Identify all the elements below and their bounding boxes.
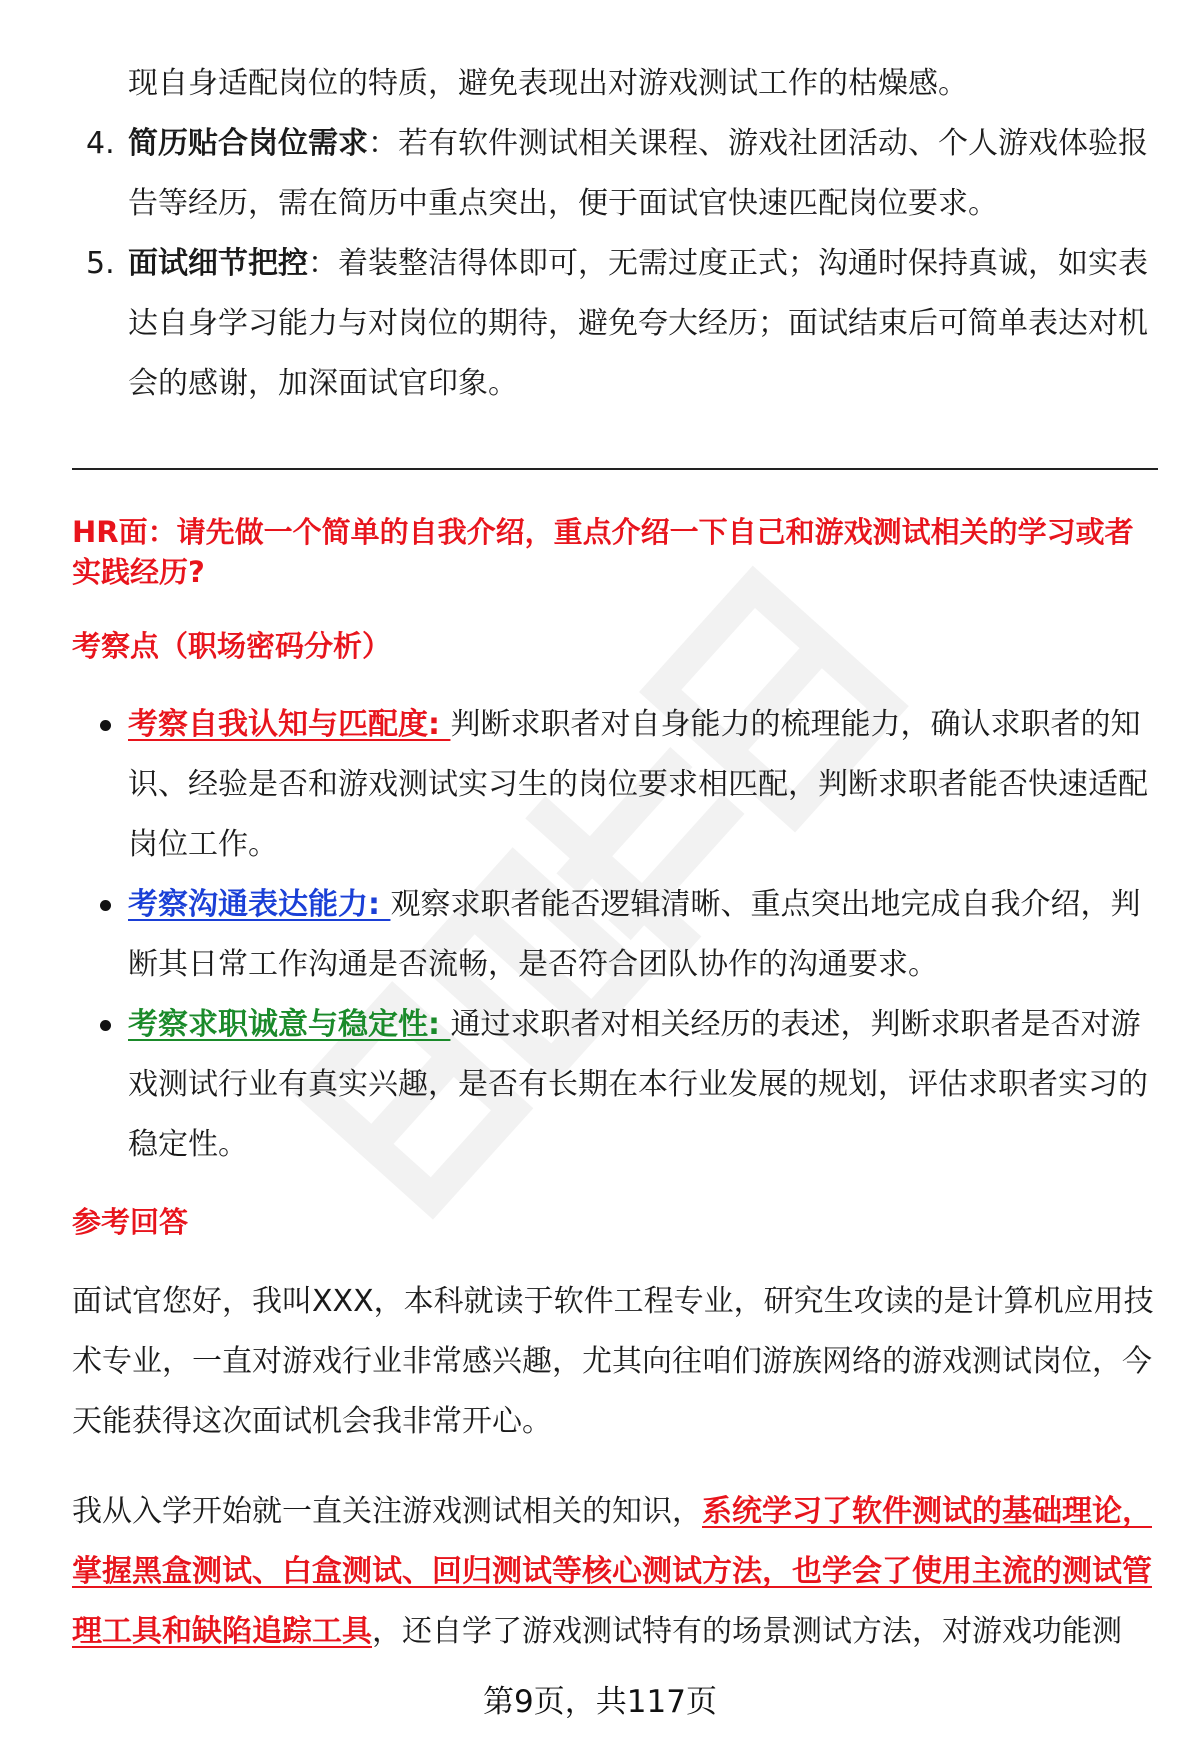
answer-heading: 参考回答 (72, 1205, 189, 1239)
answer-highlight: 系统学习了软件测试的基础理论，掌握黑盒测试、白盒测试、回归测试等核心测试方法，也学会了使用主流的测试管理工具和缺陷追踪工具 (72, 1494, 1152, 1649)
bullet-dot-icon (100, 720, 111, 731)
numbered-list (72, 54, 1152, 414)
answer-paragraph-2 (72, 1482, 1158, 1662)
bullet-item-communication (72, 875, 1152, 995)
bullet-dot-icon (100, 1020, 111, 1031)
list-item-title: 面试细节把控 (128, 246, 308, 281)
answer-paragraph-2-end: ，还自学了游戏测试特有的场景测试方法，对游戏功能测 (372, 1614, 1122, 1649)
bullet-text: 通过求职者对相关经历的表述，判断求职者是否对游戏测试行业有真实兴趣，是否有长期在本行业发展的规划，评估求职者实习的稳定性。 (128, 1007, 1148, 1162)
list-item-4 (72, 114, 1152, 234)
bullet-text: 观察求职者能否逻辑清晰、重点突出地完成自我介绍，判断其日常工作沟通是否流畅，是否符合团队协作的沟通要求。 (128, 887, 1141, 982)
bullet-label: 考察自我认知与匹配度: (128, 707, 451, 742)
list-item-title: 简历贴合岗位需求 (128, 126, 368, 161)
bullet-item-self-awareness (72, 695, 1152, 875)
answer-paragraph-1: 面试官您好，我叫XXX，本科就读于软件工程专业，研究生攻读的是计算机应用技术专业，一直对游戏行业非常感兴趣，尤其向往咱们游族网络的游戏测试岗位，今天能获得这次面试机会我非常开心。 (72, 1284, 1154, 1439)
list-item-5 (72, 234, 1152, 414)
list-item-number: 4. (86, 126, 115, 161)
list-item-separator: ： (368, 126, 398, 161)
list-item-text: 着装整洁得体即可，无需过度正式；沟通时保持真诚，如实表达自身学习能力与对岗位的期待，避免夸大经历；面试结束后可简单表达对机会的感谢，加深面试官印象。 (128, 246, 1148, 401)
bullet-dot-icon (100, 900, 111, 911)
list-item-number: 5. (86, 246, 115, 281)
bullet-label: 考察沟通表达能力: (128, 887, 391, 922)
list-item-text: 现自身适配岗位的特质，避免表现出对游戏测试工作的枯燥感。 (128, 66, 968, 101)
section-divider (72, 468, 1158, 470)
bullet-item-sincerity (72, 995, 1152, 1175)
list-item-separator: ： (308, 246, 338, 281)
bullet-text: 判断求职者对自身能力的梳理能力，确认求职者的知识、经验是否和游戏测试实习生的岗位要求相匹配，判断求职者能否快速适配岗位工作。 (128, 707, 1148, 862)
bullet-label: 考察求职诚意与稳定性: (128, 1007, 451, 1042)
interview-question: HR面：请先做一个简单的自我介绍，重点介绍一下自己和游戏测试相关的学习或者实践经历? (72, 515, 1134, 589)
page-number-footer: 第9页，共117页 (483, 1684, 717, 1720)
answer-paragraph-2-start: 我从入学开始就一直关注游戏测试相关的知识， (72, 1494, 702, 1529)
list-item-continuation (72, 54, 1152, 114)
analysis-heading: 考察点（职场密码分析） (72, 629, 392, 663)
list-item-text: 若有软件测试相关课程、游戏社团活动、个人游戏体验报告等经历，需在简历中重点突出，便于面试官快速匹配岗位要求。 (128, 126, 1148, 221)
analysis-bullet-list (72, 695, 1152, 1175)
